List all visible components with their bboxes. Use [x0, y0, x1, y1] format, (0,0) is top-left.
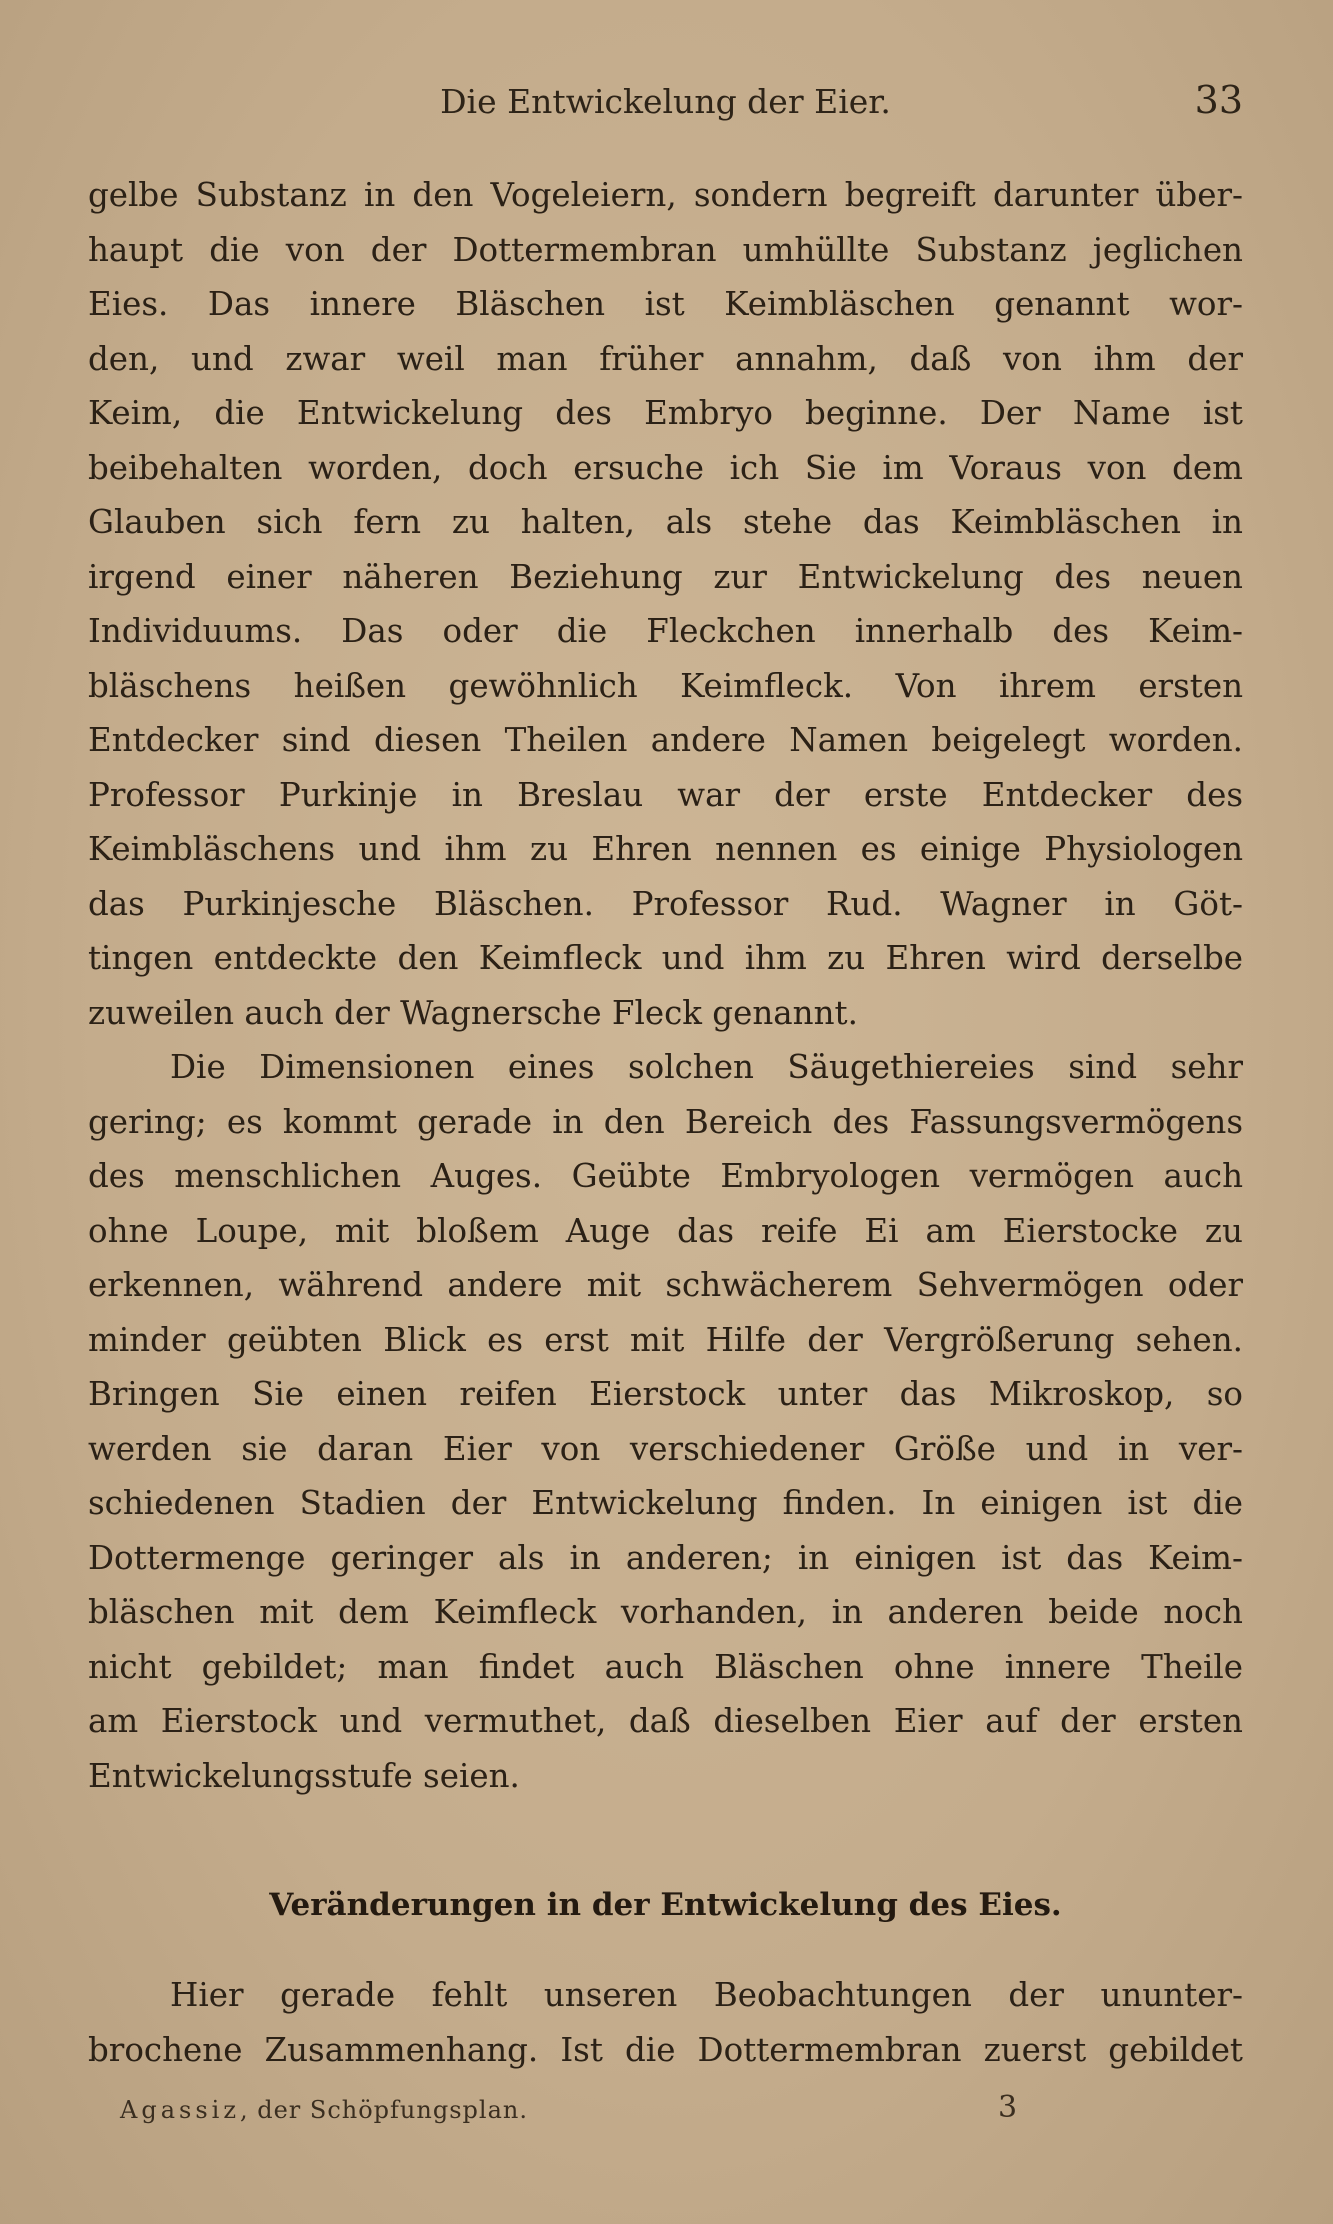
text-line: Eies. Das innere Bläschen ist Keimbläschen genannt wor-	[88, 285, 1243, 323]
text-line: haupt die von der Dottermembran umhüllte Substanz jeglichen	[88, 230, 1243, 269]
text-line: ohne Loupe, mit bloßem Auge das reife Ei am Eierstocke zu	[88, 1211, 1243, 1250]
text-line: schiedenen Stadien der Entwickelung finden. In einigen ist die	[88, 1484, 1243, 1522]
signature-line	[120, 2096, 528, 2124]
paragraph-3	[88, 1968, 1243, 2077]
text-line: minder geübten Blick es erst mit Hilfe der Vergrößerung sehen.	[88, 1320, 1243, 1359]
text-line: Hier gerade fehlt unseren Beobachtungen der ununter-	[170, 1976, 1243, 2014]
text-line: Entwickelungsstufe seien.	[88, 1756, 520, 1795]
text-line: Individuums. Das oder die Fleckchen innerhalb des Keim-	[88, 612, 1243, 650]
text-line: nicht gebildet; man findet auch Bläschen ohne innere Theile	[88, 1647, 1243, 1686]
text-line: bläschens heißen gewöhnlich Keimfleck. Von ihrem ersten	[88, 666, 1243, 705]
text-line: gering; es kommt gerade in den Bereich des Fassungsvermögens	[88, 1102, 1243, 1141]
text-line: Glauben sich fern zu halten, als stehe das Keimbläschen in	[88, 503, 1243, 541]
text-line: beibehalten worden, doch ersuche ich Sie im Voraus von dem	[88, 448, 1243, 487]
text-line: Entdecker sind diesen Theilen andere Namen beigelegt worden.	[88, 721, 1243, 759]
page-footer	[120, 2090, 1243, 2130]
text-line: das Purkinjesche Bläschen. Professor Rud. Wagner in Göt-	[88, 884, 1243, 923]
signature-author: Agassiz	[120, 2096, 240, 2124]
main-text	[88, 168, 1243, 1803]
text-line: irgend einer näheren Beziehung zur Entwickelung des neuen	[88, 557, 1243, 596]
main-text-continued	[88, 1968, 1243, 2077]
text-line: tingen entdeckte den Keimfleck und ihm zu Ehren wird derselbe	[88, 939, 1243, 977]
text-line: den, und zwar weil man früher annahm, daß von ihm der	[88, 339, 1243, 378]
text-line: des menschlichen Auges. Geübte Embryologen vermögen auch	[88, 1157, 1243, 1195]
page-number: 33	[1194, 78, 1243, 122]
text-line: Die Dimensionen eines solchen Säugethiereies sind sehr	[170, 1048, 1243, 1086]
text-line: bläschen mit dem Keimfleck vorhanden, in anderen beide noch	[88, 1593, 1243, 1631]
text-line: werden sie daran Eier von verschiedener Größe und in ver-	[88, 1429, 1243, 1468]
text-line: Keimbläschens und ihm zu Ehren nennen es einige Physiologen	[88, 830, 1243, 868]
section-heading: Veränderungen in der Entwickelung des Eies.	[269, 1887, 1062, 1923]
running-title: Die Entwickelung der Eier.	[440, 82, 891, 121]
text-line: erkennen, während andere mit schwächerem Sehvermögen oder	[88, 1266, 1243, 1304]
text-line: zuweilen auch der Wagnersche Fleck genannt.	[88, 993, 858, 1032]
text-line: Bringen Sie einen reifen Eierstock unter das Mikroskop, so	[88, 1375, 1243, 1413]
text-line: am Eierstock und vermuthet, daß dieselben Eier auf der ersten	[88, 1702, 1243, 1740]
paragraph-1	[88, 168, 1243, 1040]
text-line: Professor Purkinje in Breslau war der erste Entdecker des	[88, 775, 1243, 814]
text-line: Dottermenge geringer als in anderen; in einigen ist das Keim-	[88, 1538, 1243, 1577]
text-line: gelbe Substanz in den Vogeleiern, sondern begreift darunter über-	[88, 176, 1243, 214]
text-line: Keim, die Entwickelung des Embryo beginne. Der Name ist	[88, 394, 1243, 432]
text-line: brochene Zusammenhang. Ist die Dottermembran zuerst gebildet	[88, 2030, 1243, 2069]
paragraph-2	[88, 1040, 1243, 1803]
page-header	[88, 78, 1243, 128]
signature-title: , der Schöpfungsplan.	[239, 2096, 528, 2124]
sheet-number: 3	[998, 2090, 1018, 2125]
